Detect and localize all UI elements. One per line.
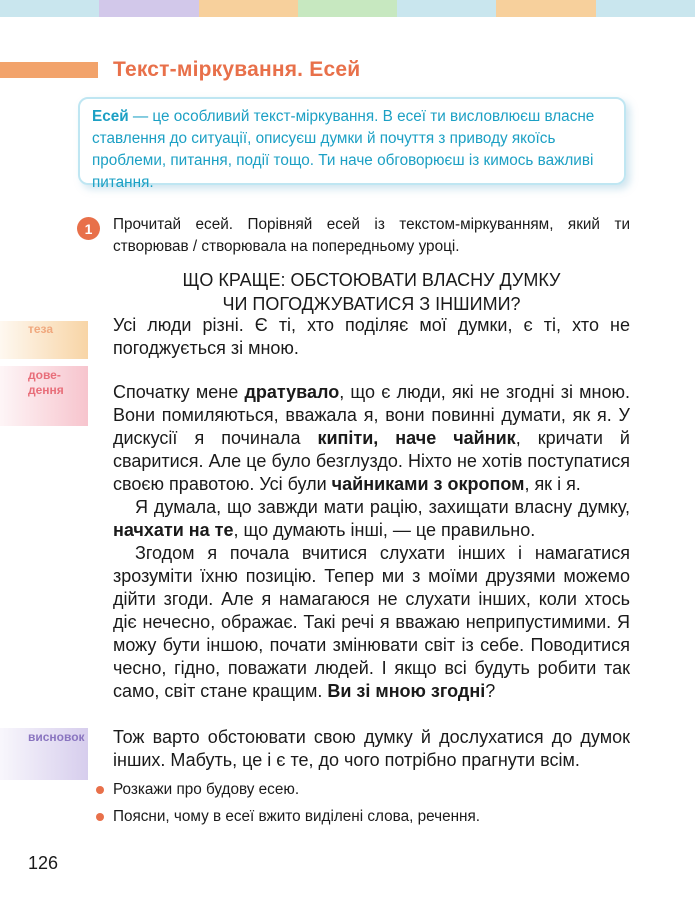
top-color-bar xyxy=(0,0,695,17)
heading-accent-strip xyxy=(0,62,98,78)
rule-box xyxy=(78,97,626,191)
top-bar-segment xyxy=(496,0,595,17)
bullet-dot-icon xyxy=(96,786,104,794)
margin-label-thesis xyxy=(0,321,88,359)
essay-title-line: ЧИ ПОГОДЖУВАТИСЯ З ІНШИМИ? xyxy=(222,294,521,314)
bullet-dot-icon xyxy=(96,813,104,821)
essay-paragraph xyxy=(113,496,630,542)
margin-label-text: теза xyxy=(28,322,54,336)
essay-title-line: ЩО КРАЩЕ: ОБСТОЮВАТИ ВЛАСНУ ДУМКУ xyxy=(182,270,561,290)
top-bar-segment xyxy=(99,0,198,17)
highlighted-word: начхати на те xyxy=(113,520,234,540)
highlighted-word: кипіти, наче чайник xyxy=(317,428,516,448)
margin-label-proof xyxy=(0,366,88,426)
task-instruction: Прочитай есей. Порівняй есей із текстом-міркуванням, який ти створював / створювала на попередньому уроці. xyxy=(113,216,630,255)
top-bar-segment xyxy=(397,0,496,17)
essay-text: ? xyxy=(485,681,496,701)
margin-label-text: дення xyxy=(28,383,64,397)
essay-text: , що є люди, які не згодні зі мною. Вони помиляються, вважала я, вони повинні думати, як я. У дискусії я починала xyxy=(113,382,631,448)
essay-text: , що думають інші, — це правильно. xyxy=(233,520,536,540)
top-bar-segment xyxy=(0,0,99,17)
top-bar-segment xyxy=(596,0,695,17)
top-bar-segment xyxy=(199,0,298,17)
list-item xyxy=(96,806,630,828)
essay-text: , кричати й сваритися. Але це було безглуздо. Ніхто не хотів поступатися своєю правотою. Усі були xyxy=(113,428,630,494)
essay-conclusion: Тож варто обстоювати свою думку й дослухатися до думок інших. Мабуть, це і є те, до чого потрібно прагнути всім. xyxy=(113,727,630,770)
essay-body xyxy=(113,314,630,703)
list-item-text: Розкажи про будову есею. xyxy=(113,781,300,798)
top-bar-segment xyxy=(298,0,397,17)
essay-text: Згодом я почала вчитися слухати інших і намагатися зрозуміти їхню позицію. Тепер ми з моїми друзями можемо дійти згоди. Але я намагаюся не слухати інших, коли хтось діє нечесно, ображає. Такі речі я вважаю неприпустимими. Я можу бути іншою, почати змінювати світ із себе. Поводитися чесно, гідно, поважати людей. І якщо всі будуть робити так само, світ стане кращим. xyxy=(113,543,630,701)
highlighted-word: дратувало xyxy=(244,382,340,402)
page-number: 126 xyxy=(28,853,59,873)
list-item-text: Поясни, чому в есеї вжито виділені слова, речення. xyxy=(113,808,481,825)
rule-term: Есей xyxy=(92,108,129,125)
margin-label-text: дове- xyxy=(28,368,61,382)
essay-text: Я думала, що завжди мати рацію, захищати власну думку, xyxy=(135,497,630,517)
essay-text: Спочатку мене xyxy=(113,382,245,402)
margin-label-text: висновок xyxy=(28,730,85,744)
highlighted-word: чайниками з окропом xyxy=(331,474,525,494)
essay-thesis: Усі люди різні. Є ті, хто поділяє мої думки, є ті, хто не погоджується зі мною. xyxy=(113,315,630,358)
task-number-badge: 1 xyxy=(77,217,100,240)
rule-definition: — це особливий текст-міркування. В есеї ти висловлюєш власне ставлення до ситуації, описуєш думки й почуття з приводу якоїсь проблеми, питання, події тощо. Ти наче обговорюєш із кимось важливі питання. xyxy=(92,108,595,191)
essay-paragraph xyxy=(113,381,630,496)
essay-title xyxy=(113,268,630,316)
essay-paragraph xyxy=(113,542,630,703)
essay-text: , як і я. xyxy=(524,474,581,494)
highlighted-word: Ви зі мною згодні xyxy=(327,681,486,701)
page-heading: Текст-міркування. Есей xyxy=(113,58,361,81)
task-bullet-list xyxy=(96,779,630,833)
rule-text xyxy=(92,106,612,194)
margin-label-conclusion xyxy=(0,728,88,780)
list-item xyxy=(96,779,630,801)
